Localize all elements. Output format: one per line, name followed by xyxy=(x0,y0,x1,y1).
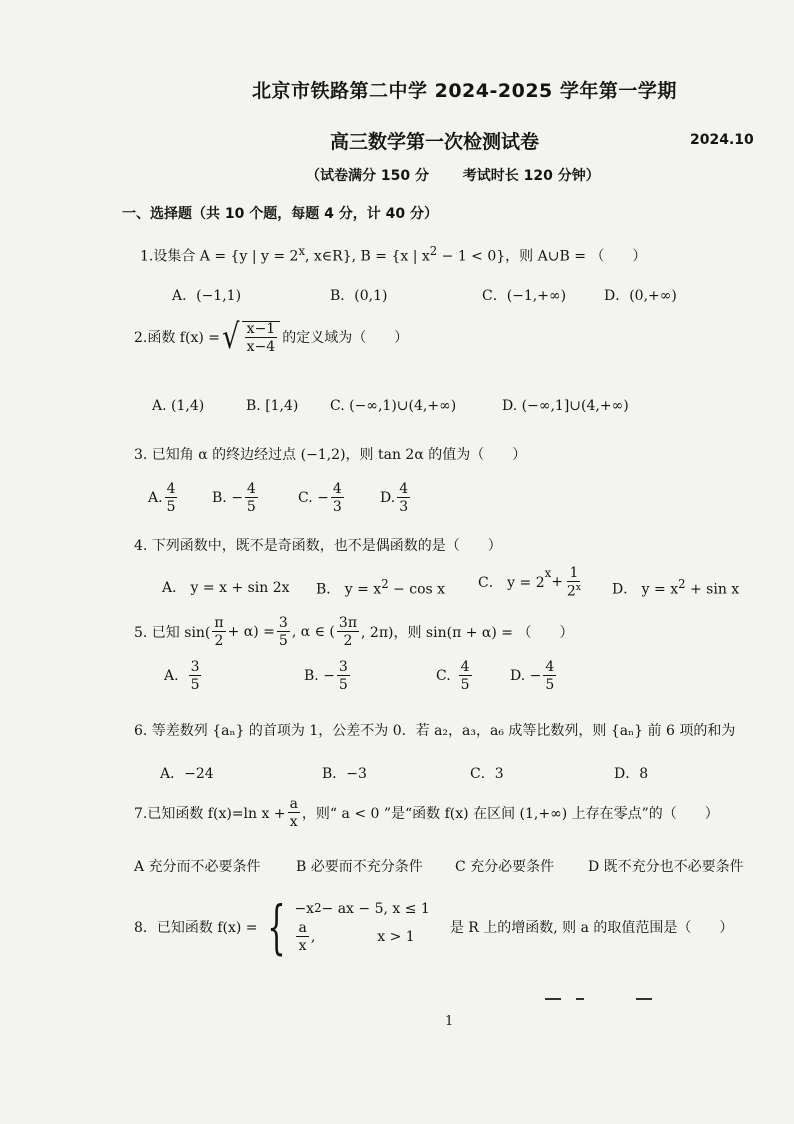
q6-option-c: C．3 xyxy=(470,766,504,782)
option-text: D． y = x xyxy=(612,581,679,598)
numerator: 3 xyxy=(190,659,200,675)
option-label: D. − xyxy=(510,668,542,684)
numerator: a xyxy=(289,796,298,812)
sup: 2 xyxy=(678,577,686,591)
numerator: 3 xyxy=(338,659,348,675)
piece-condition: x > 1 xyxy=(377,929,415,945)
numerator: 4 xyxy=(332,481,342,497)
sup: 2 xyxy=(314,901,322,915)
question-5-stem xyxy=(134,616,573,648)
numerator: 3 xyxy=(278,615,288,631)
q8-stem-part: 8．已知函数 f(x) = xyxy=(134,920,258,936)
q4-option-d xyxy=(612,577,739,599)
sqrt-expression xyxy=(220,317,282,357)
q2-numerator: x−1 xyxy=(246,320,276,337)
score-info: （试卷满分 150 分 xyxy=(306,168,429,184)
numerator: 4 xyxy=(545,659,555,675)
sqrt-icon: √ xyxy=(222,317,240,357)
q7-option-c: C 充分必要条件 xyxy=(455,859,555,875)
q2-denominator: x−4 xyxy=(246,338,276,355)
question-4-stem: 4. 下列函数中，既不是奇函数，也不是偶函数的是（ ） xyxy=(134,538,502,554)
question-6-stem: 6. 等差数列 {aₙ} 的首项为 1，公差不为 0．若 a₂，a₃，a₆ 成等比数列，则 {aₙ} 前 6 项的和为 xyxy=(134,723,736,739)
q5-stem-part: + α) = xyxy=(227,624,275,640)
q6-option-d: D．8 xyxy=(614,766,649,782)
question-7-stem xyxy=(134,797,719,829)
denominator: 2 xyxy=(343,633,353,649)
exam-title: 北京市铁路第二中学 2024-2025 学年第一学期 xyxy=(252,80,677,102)
q2-option-c: C. (−∞,1)∪(4,+∞) xyxy=(330,398,457,414)
sup: 2 xyxy=(381,577,389,591)
denominator: 5 xyxy=(545,677,555,693)
q1-option-c: C．(−1,+∞) xyxy=(482,288,567,304)
q1-option-d: D．(0,+∞) xyxy=(604,288,677,304)
q5-option-a xyxy=(164,660,203,692)
denominator: 5 xyxy=(166,499,176,515)
scan-mark xyxy=(545,998,561,1000)
q8-stem-part: 是 R 上的增函数, 则 a 的取值范围是（ ） xyxy=(449,920,734,936)
sup: x xyxy=(544,566,552,580)
numerator: 4 xyxy=(246,481,256,497)
q2-option-b: B. [1,4) xyxy=(246,398,299,414)
denominator: 2 xyxy=(214,633,224,649)
question-2-stem xyxy=(134,317,409,357)
numerator: π xyxy=(214,615,224,631)
numerator: a xyxy=(298,920,307,936)
option-label: B. − xyxy=(212,490,243,506)
option-label: C. − xyxy=(298,490,329,506)
option-label: A. xyxy=(148,490,163,506)
option-label: D. xyxy=(380,490,396,506)
denominator: 5 xyxy=(190,677,200,693)
scan-mark xyxy=(636,998,652,1000)
piece-text: − ax − 5, x ≤ 1 xyxy=(321,901,430,917)
q5-stem-part: , α ∈ ( xyxy=(291,624,335,640)
denominator: x xyxy=(298,938,307,954)
q7-option-d: D 既不充分也不必要条件 xyxy=(588,859,744,875)
option-text: B． y = x xyxy=(316,581,382,598)
q3-option-c xyxy=(298,482,346,514)
q3-option-b xyxy=(212,482,260,514)
piece-text: −x xyxy=(294,901,315,917)
numerator: 4 xyxy=(460,659,470,675)
piecewise-function xyxy=(294,901,429,953)
q1-stem-part: − 1 < 0}，则 A∪B = （ ） xyxy=(437,248,647,265)
numerator: 4 xyxy=(399,481,409,497)
exam-subtitle: 高三数学第一次检测试卷 xyxy=(330,131,540,153)
q1-sup: 2 xyxy=(429,244,438,258)
question-3-stem: 3. 已知角 α 的终边经过点 (−1,2)，则 tan 2α 的值为（ ） xyxy=(134,447,527,463)
piece-row-2 xyxy=(294,921,429,953)
q6-option-a: A．−24 xyxy=(160,766,214,782)
q7-stem-part: 7.已知函数 f(x)=ln x + xyxy=(134,806,286,822)
q5-stem-part: , 2π)，则 sin(π + α) = （ ） xyxy=(361,625,574,641)
option-label: A. xyxy=(164,668,179,684)
piece-row-1 xyxy=(294,901,429,917)
q2-fraction xyxy=(242,321,281,354)
denominator: 5 xyxy=(338,677,348,693)
denominator: 5 xyxy=(278,633,288,649)
q7-option-b: B 必要而不充分条件 xyxy=(296,859,423,875)
denominator: x xyxy=(289,814,298,830)
q3-option-a xyxy=(148,482,179,514)
q1-stem-part: , x∈R}, B = {x | x xyxy=(305,248,430,265)
denominator: 2 xyxy=(566,583,576,600)
q4-option-b xyxy=(316,577,445,599)
section-title: 一、选择题（共 10 个题，每题 4 分，计 40 分） xyxy=(122,206,438,222)
numerator: 1 xyxy=(569,565,579,581)
brace-icon: { xyxy=(266,893,286,961)
option-label: C. xyxy=(436,668,451,684)
q2-stem-part: 的定义域为（ ） xyxy=(282,330,409,346)
numerator: 4 xyxy=(166,481,176,497)
q5-option-c xyxy=(436,660,474,692)
q4-option-c xyxy=(478,566,585,599)
denominator: 3 xyxy=(332,499,342,515)
exam-date: 2024.10 xyxy=(690,132,754,148)
q1-option-b: B．(0,1) xyxy=(330,288,388,304)
denominator: 3 xyxy=(399,499,409,515)
option-text: + sin x xyxy=(685,581,740,598)
q1-stem-part: 1.设集合 A = {y | y = 2 xyxy=(140,248,299,265)
q5-option-d xyxy=(510,660,558,692)
scan-mark xyxy=(576,998,584,1000)
exam-info xyxy=(306,165,600,185)
q7-option-a: A 充分而不必要条件 xyxy=(134,859,261,875)
option-label: B. − xyxy=(304,668,335,684)
sup: x xyxy=(575,583,581,593)
denominator: 5 xyxy=(246,499,256,515)
option-text: + xyxy=(551,574,563,591)
option-text: C． y = 2 xyxy=(478,575,545,592)
question-8-stem xyxy=(134,893,734,961)
q2-option-d: D. (−∞,1]∪(4,+∞) xyxy=(502,398,629,414)
q2-option-a: A. (1,4) xyxy=(152,398,205,414)
time-info: 考试时长 120 分钟） xyxy=(462,168,600,184)
q6-option-b: B．−3 xyxy=(322,766,367,782)
q5-option-b xyxy=(304,660,352,692)
piece-text: , xyxy=(310,929,316,945)
page-number: 1 xyxy=(445,1014,454,1029)
q5-stem-part: 5. 已知 sin( xyxy=(134,625,211,641)
numerator: 3π xyxy=(338,615,358,631)
q4-option-a: A． y = x + sin 2x xyxy=(162,580,290,596)
q7-stem-part: ，则“ a < 0 ”是“函数 f(x) 在区间 (1,+∞) 上存在零点”的（ ） xyxy=(301,806,719,822)
option-text: − cos x xyxy=(388,581,446,598)
question-1-stem xyxy=(140,244,646,266)
q2-stem-part: 2.函数 f(x) = xyxy=(134,330,220,346)
q1-sup: x xyxy=(298,244,306,258)
denominator: 5 xyxy=(460,677,470,693)
q1-option-a: A．(−1,1) xyxy=(172,288,242,304)
q3-option-d xyxy=(380,482,412,514)
